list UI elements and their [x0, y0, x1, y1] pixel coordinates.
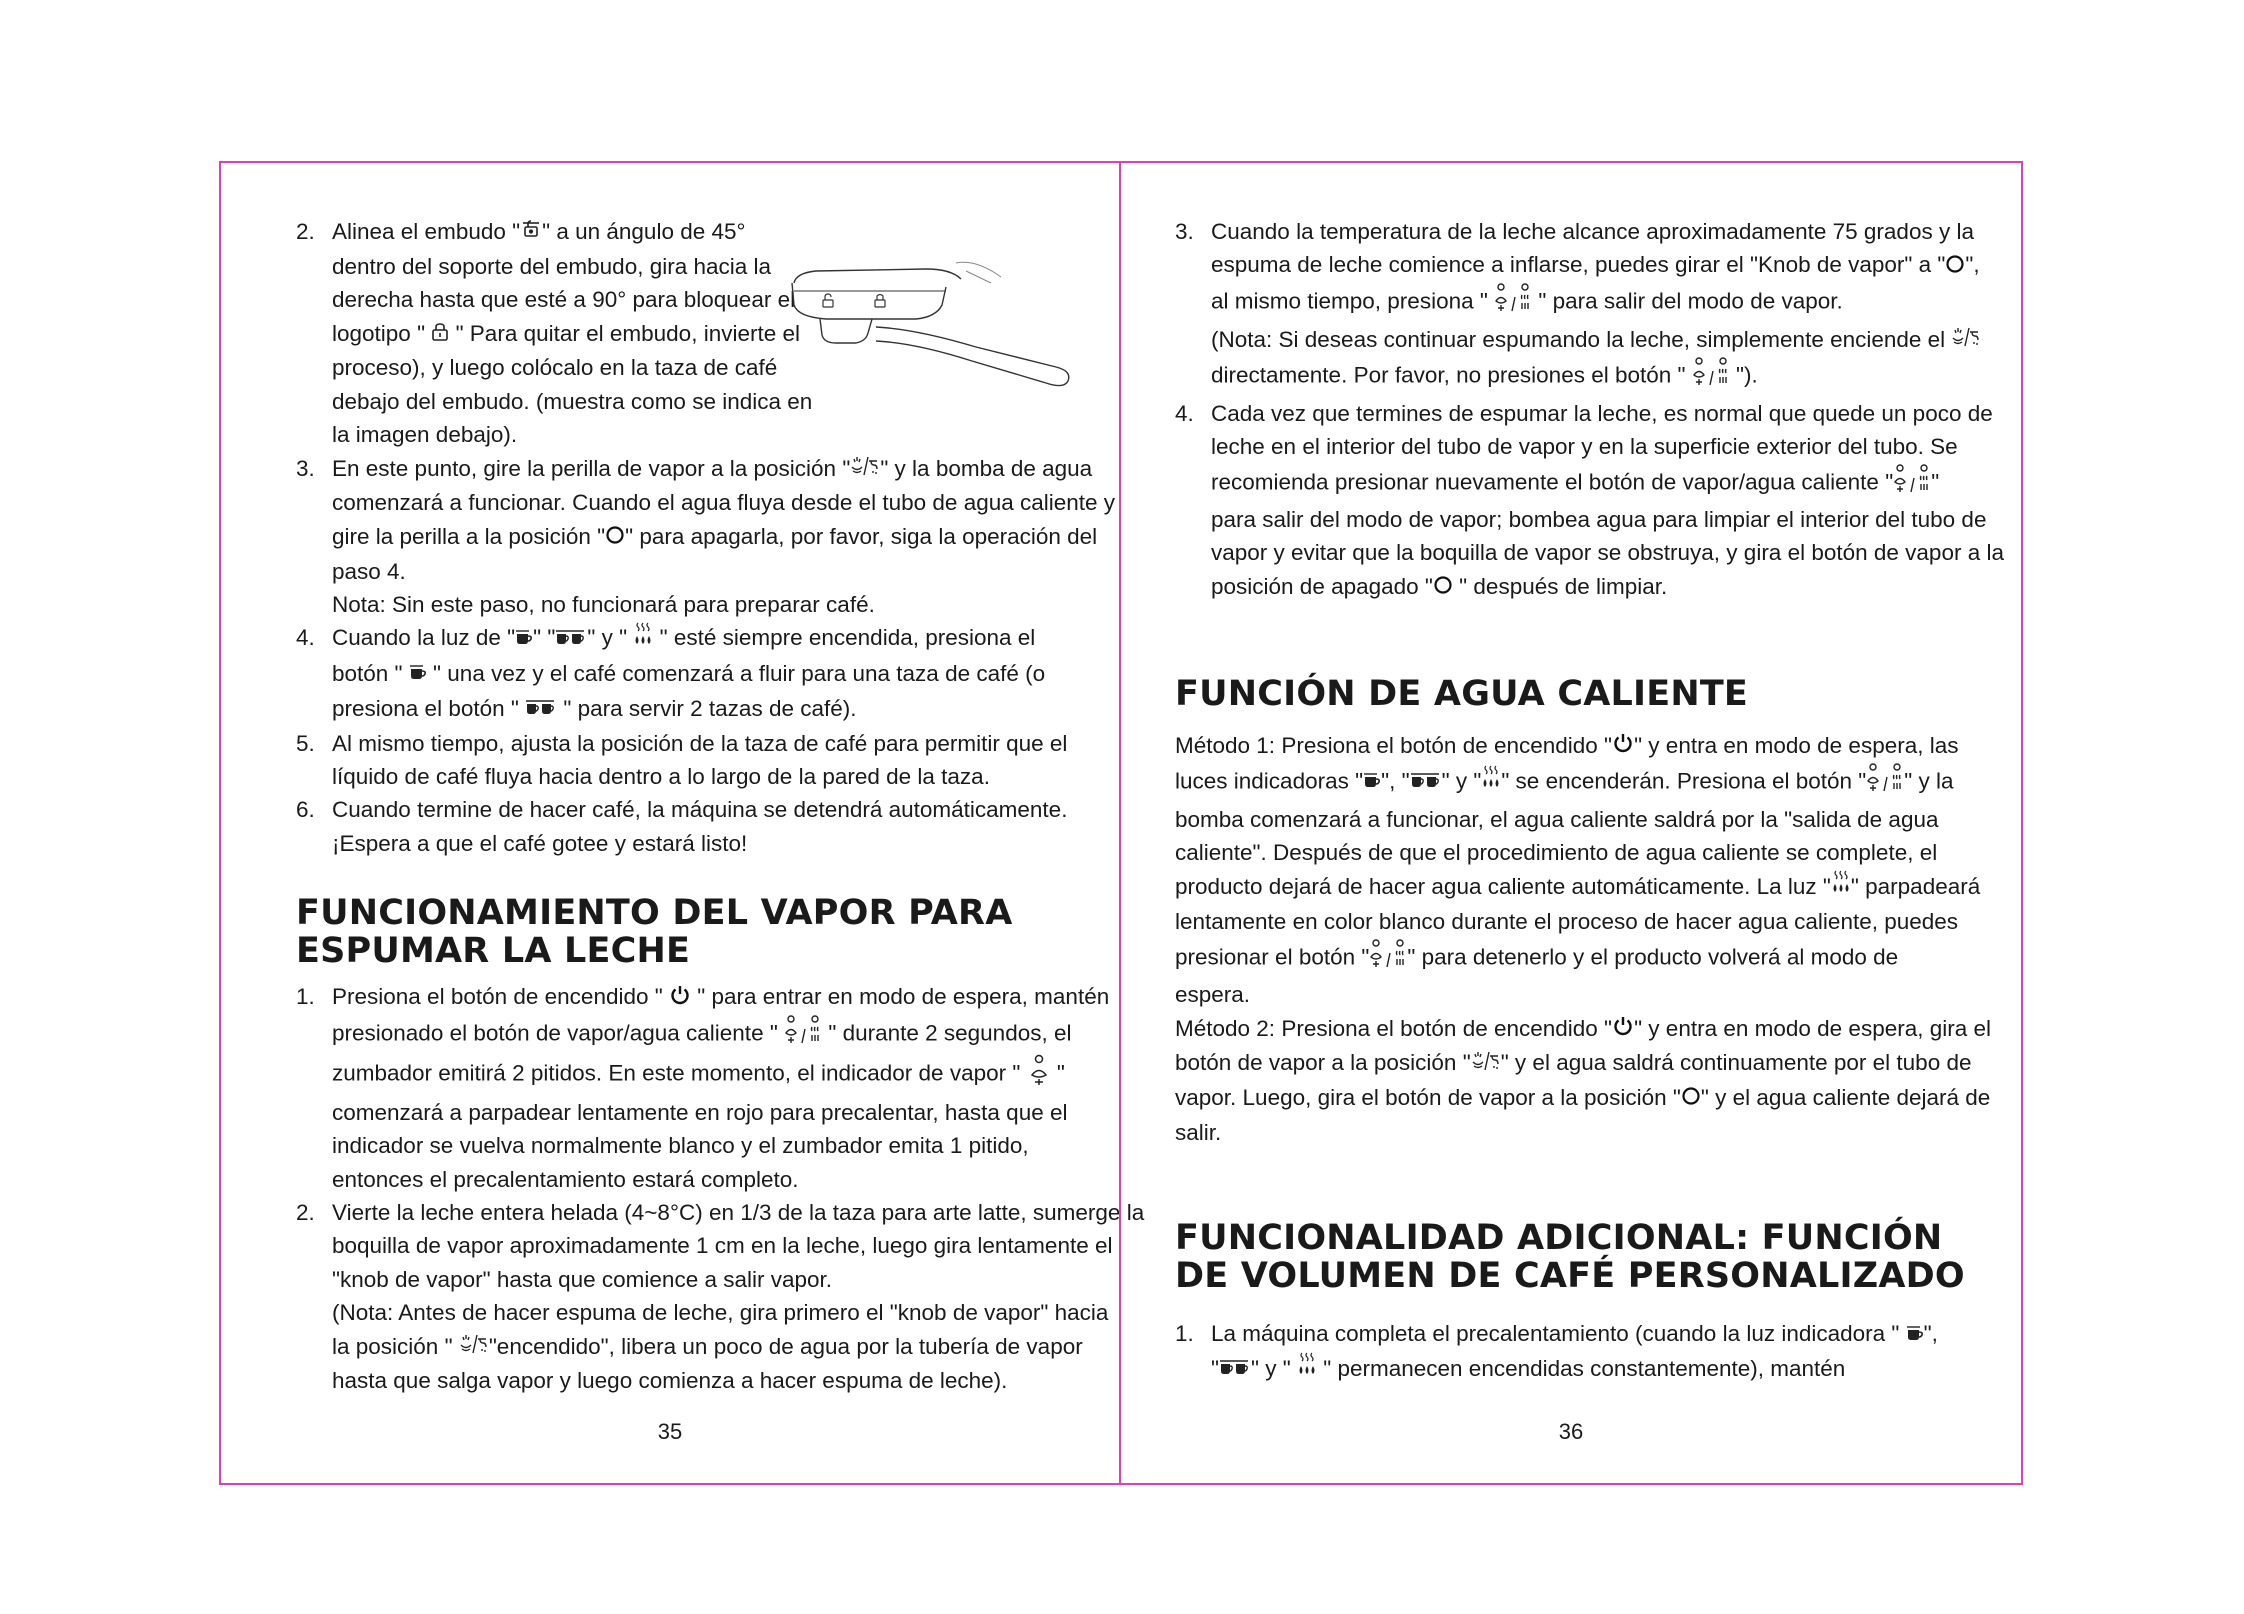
- text-line: Cada vez que termines de espumar la leche, es normal que quede un poco de: [1211, 400, 1993, 426]
- text-line: luces indicadoras " ", " " y " " se encenderán. Presiona el botón " " y la: [1175, 763, 1985, 802]
- section-title-line: DE VOLUMEN DE CAFÉ PERSONALIZADO: [1175, 1256, 1965, 1297]
- hot-water-paragraph: [1175, 729, 1992, 1150]
- list-item: [296, 727, 1086, 794]
- right-page: [1119, 161, 2023, 1485]
- list-item: [1175, 1317, 1985, 1388]
- text-line: derecha hasta que esté a 90° para bloquear el: [332, 287, 796, 313]
- text-line: para salir del modo de vapor; bombea agua para limpiar el interior del tubo de: [1211, 506, 1987, 532]
- text-line: indicador se vuelva normalmente blanco y el zumbador emita 1 pitido,: [332, 1133, 1029, 1159]
- text-line: presionado el botón de vapor/agua caliente " " durante 2 segundos, el: [332, 1015, 1086, 1054]
- text-line: (Nota: Si deseas continuar espumando la leche, simplemente enciende el: [1211, 323, 1985, 358]
- power-icon: [1612, 1013, 1634, 1046]
- page-number: 36: [1558, 1419, 1584, 1444]
- page-number: 35: [657, 1419, 683, 1444]
- text-line: comenzará a funcionar. Cuando el agua fluya desde el tubo de agua caliente y: [332, 490, 1116, 516]
- text-line: "knob de vapor" hasta que comience a salir vapor.: [332, 1266, 833, 1292]
- single-cup-icon: [409, 658, 427, 691]
- step-number: 6.: [296, 797, 315, 823]
- section-title-line: ESPUMAR LA LECHE: [296, 931, 691, 972]
- steam-hot-water-button-icon: [1494, 283, 1532, 322]
- text-line: Nota: Sin este paso, no funcionará para preparar café.: [332, 591, 875, 617]
- steam-hot-water-button-icon: [1893, 464, 1931, 503]
- text-line: dentro del soporte del embudo, gira hacia la: [332, 253, 772, 279]
- text-line: Cuando la temperatura de la leche alcance aproximadamente 75 grados y la: [1211, 219, 1974, 244]
- text-line: leche en el interior del tubo de vapor y en la superficie exterior del tubo. Se: [1211, 434, 1958, 460]
- text-line: Presiona el botón de encendido " " para entrar en modo de espera, mantén: [332, 980, 1086, 1015]
- steam-water-icon: [1471, 1048, 1501, 1081]
- hot-water-icon: [633, 622, 653, 657]
- text-line: vapor. Luego, gira el botón de vapor a la posición " " y el agua caliente dejará de: [1175, 1081, 1985, 1116]
- text-line: posición de apagado " " después de limpiar.: [1211, 570, 1985, 605]
- text-line: gire la perilla a la posición " " para apagarla, por favor, siga la operación del: [332, 520, 1086, 555]
- double-cup-icon: [1219, 1353, 1251, 1386]
- text-line: lentamente en color blanco durante el proceso de hacer agua caliente, puedes: [1175, 909, 1959, 935]
- text-line: espera.: [1175, 982, 1251, 1008]
- step-number: 1.: [1175, 1321, 1194, 1347]
- circle-off-icon: [605, 521, 625, 554]
- left-page-content: [296, 215, 1145, 1398]
- text-line: vapor y evitar que la boquilla de vapor se obstruya, y gira el botón de vapor a la: [1211, 540, 2004, 566]
- text-line: Alinea el embudo " " a un ángulo de 45°: [332, 215, 1086, 250]
- text-line: comenzará a parpadear lentamente en rojo para precalentar, hasta que el: [332, 1099, 1068, 1125]
- text-line: espuma de leche comience a inflarse, puedes girar el "Knob de vapor" a " ",: [1211, 248, 1985, 283]
- text-line: Vierte la leche entera helada (4~8°C) en 1/3 de la taza para arte latte, sumerge la: [332, 1200, 1145, 1226]
- lock-icon: [431, 318, 449, 351]
- text-line: Método 2: Presiona el botón de encendido " " y entra en modo de espera, gira el: [1175, 1012, 1985, 1047]
- list-item: [1175, 397, 2004, 605]
- section-title-steam-frothing: [296, 894, 1086, 970]
- text-line: al mismo tiempo, presiona " " para salir del modo de vapor.: [1211, 283, 1985, 322]
- list-item: [296, 1196, 1145, 1398]
- right-page-content: [1175, 215, 2004, 1388]
- text-line: entonces el precalentamiento estará completo.: [332, 1166, 799, 1192]
- text-line: bomba comenzará a funcionar, el agua caliente saldrá por la "salida de agua: [1175, 806, 1939, 832]
- text-line: presionar el botón " " para detenerlo y el producto volverá al modo de: [1175, 939, 1985, 978]
- circle-off-icon: [1433, 571, 1453, 604]
- step-number: 1.: [296, 984, 315, 1010]
- section-title-line: FUNCIONAMIENTO DEL VAPOR PARA: [296, 893, 1013, 934]
- list-item: [296, 793, 1086, 860]
- funnel-unlock-icon: [520, 216, 542, 249]
- section-title-hot-water: FUNCIÓN DE AGUA CALIENTE: [1175, 673, 1749, 714]
- steam-frothing-steps-continued-list: [1175, 215, 2004, 605]
- steam-frothing-steps-list: [296, 980, 1145, 1398]
- funnel-illustration: [776, 257, 1076, 387]
- text-line: hasta que salga vapor y luego comienza a hacer espuma de leche).: [332, 1368, 1008, 1394]
- text-line: botón " " una vez y el café comenzará a fluir para una taza de café (o: [332, 657, 1086, 692]
- hot-water-icon: [1481, 765, 1501, 800]
- power-icon: [669, 982, 691, 1015]
- text-line: directamente. Por favor, no presiones el botón " ").: [1211, 357, 1985, 396]
- double-cup-icon: [555, 623, 587, 656]
- steam-water-icon: [459, 1331, 489, 1364]
- double-cup-icon: [1410, 766, 1442, 799]
- steam-hot-water-button-icon: [784, 1015, 822, 1054]
- text-line: Cuando termine de hacer café, la máquina se detendrá automáticamente.: [332, 797, 1068, 823]
- text-line: presiona el botón " " para servir 2 tazas de café).: [332, 692, 1086, 727]
- section-title-line: FUNCIONALIDAD ADICIONAL: FUNCIÓN: [1175, 1218, 1943, 1259]
- hot-water-icon: [1831, 870, 1851, 905]
- text-line: Cuando la luz de " " " " y " " esté siempre encendida, presiona el: [332, 621, 1086, 657]
- steam-hot-water-button-icon: [1692, 357, 1730, 396]
- list-item: [1175, 215, 1985, 397]
- text-line: " " y " " permanecen encendidas constantemente), mantén: [1211, 1352, 1985, 1388]
- double-cup-icon: [525, 693, 557, 726]
- step-number: 3.: [296, 455, 315, 481]
- list-item: [296, 980, 1110, 1196]
- text-line: logotipo " " Para quitar el embudo, invierte el: [332, 317, 1086, 352]
- circle-off-icon: [1945, 250, 1965, 283]
- power-icon: [1612, 730, 1634, 763]
- text-line: producto dejará de hacer agua caliente automáticamente. La luz " " parpadeará: [1175, 870, 1985, 906]
- single-cup-icon: [1363, 766, 1381, 799]
- section-title-custom-volume: [1175, 1219, 1985, 1295]
- text-line: (Nota: Antes de hacer espuma de leche, gira primero el "knob de vapor" hacia: [332, 1300, 1109, 1326]
- steam-indicator-icon: [1027, 1054, 1051, 1095]
- text-line: ¡Espera a que el café gotee y estará listo!: [332, 830, 748, 856]
- text-line: la imagen debajo).: [332, 422, 518, 448]
- text-line: líquido de café fluya hacia dentro a lo largo de la pared de la taza.: [332, 764, 990, 790]
- single-cup-icon: [515, 623, 533, 656]
- step-number: 5.: [296, 730, 315, 756]
- step-number: 2.: [296, 1200, 315, 1226]
- text-line: La máquina completa el precalentamiento (cuando la luz indicadora " ",: [1211, 1317, 1985, 1352]
- text-line: En este punto, gire la perilla de vapor a la posición " " y la bomba de agua: [332, 452, 1086, 487]
- text-line: debajo del embudo. (muestra como se indica en: [332, 388, 813, 414]
- text-line: botón de vapor a la posición " " y el agua saldrá continuamente por el tubo de: [1175, 1046, 1985, 1081]
- text-line: caliente". Después de que el procedimiento de agua caliente se complete, el: [1175, 840, 1938, 866]
- text-line: paso 4.: [332, 558, 406, 584]
- text-line: Método 1: Presiona el botón de encendido " " y entra en modo de espera, las: [1175, 729, 1985, 764]
- step-number: 3.: [1175, 219, 1194, 244]
- list-item: [296, 452, 1116, 622]
- custom-volume-steps-list: [1175, 1317, 1985, 1388]
- text-line: Al mismo tiempo, ajusta la posición de la taza de café para permitir que el: [332, 730, 1068, 756]
- text-line: la posición " "encendido", libera un poco de agua por la tubería de vapor: [332, 1330, 1086, 1365]
- hot-water-icon: [1297, 1352, 1317, 1387]
- steam-water-icon: [1951, 324, 1981, 357]
- left-page: [219, 161, 1145, 1485]
- step-number: 4.: [296, 625, 315, 651]
- text-line: recomienda presionar nuevamente el botón de vapor/agua caliente " ": [1211, 464, 1985, 503]
- steam-water-icon: [850, 453, 880, 486]
- text-line: zumbador emitirá 2 pitidos. En este momento, el indicador de vapor " ": [332, 1054, 1086, 1095]
- list-item: [296, 621, 1086, 726]
- circle-off-icon: [1681, 1082, 1701, 1115]
- text-line: boquilla de vapor aproximadamente 1 cm en la leche, luego gira lentamente el: [332, 1233, 1113, 1259]
- steam-hot-water-button-icon: [1369, 939, 1407, 978]
- steam-hot-water-button-icon: [1866, 763, 1904, 802]
- text-line: salir.: [1175, 1119, 1222, 1145]
- step-number: 2.: [296, 219, 315, 244]
- text-line: proceso), y luego colócalo en la taza de café: [332, 355, 778, 381]
- single-cup-icon: [1906, 1319, 1924, 1352]
- step-number: 4.: [1175, 400, 1194, 426]
